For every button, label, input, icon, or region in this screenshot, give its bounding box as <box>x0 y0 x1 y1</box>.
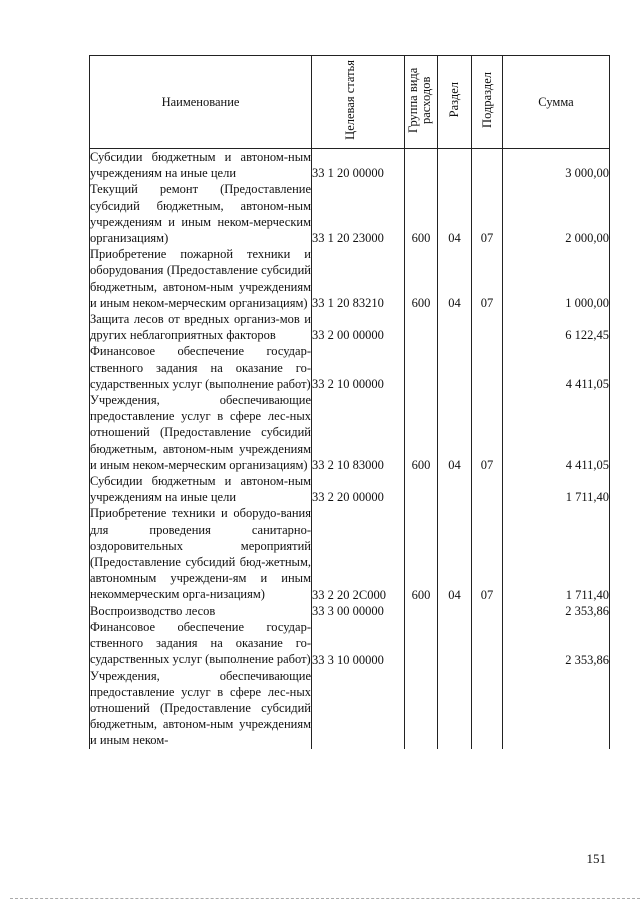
row-group: 600 <box>405 392 438 473</box>
header-name: Наименование <box>90 56 312 149</box>
row-code: 33 1 20 23000 <box>312 181 405 246</box>
table-body <box>90 149 610 749</box>
table-row <box>90 505 610 602</box>
row-group: 600 <box>405 505 438 602</box>
row-name: Субсидии бюджетным и автоном-ным учреждениям на иные цели <box>90 150 311 181</box>
row-sum: 4 411,05 <box>503 392 610 473</box>
row-subsection <box>472 343 503 392</box>
row-sum: 4 411,05 <box>503 343 610 392</box>
row-code: 33 3 10 00000 <box>312 619 405 668</box>
row-name: Финансовое обеспечение государ-ственного задания на оказание го-сударственных услуг (выполнение работ) <box>90 619 311 667</box>
table-row <box>90 603 610 619</box>
table-header <box>90 56 610 149</box>
table-row <box>90 473 610 505</box>
row-sum: 6 122,45 <box>503 311 610 343</box>
row-group: 600 <box>405 181 438 246</box>
row-section: 04 <box>438 392 472 473</box>
row-section <box>438 473 472 505</box>
row-sum: 1 711,40 <box>503 473 610 505</box>
row-code: 33 3 00 00000 <box>312 603 405 619</box>
row-sum: 2 353,86 <box>503 603 610 619</box>
row-group <box>405 343 438 392</box>
row-sum: 1 000,00 <box>503 246 610 311</box>
row-name: Воспроизводство лесов <box>90 603 312 619</box>
row-section: 04 <box>438 505 472 602</box>
page-number: 151 <box>586 851 606 866</box>
row-group <box>405 149 438 182</box>
row-group <box>405 473 438 505</box>
row-subsection <box>472 603 503 619</box>
row-group <box>405 603 438 619</box>
row-name: Учреждения, обеспечивающие предоставление услуг в сфере лес-ных отношений (Предоставление субсидий бюджетным, автоном-ным учреждениям и иным неком- <box>90 668 311 748</box>
row-section <box>438 619 472 668</box>
row-group <box>405 311 438 343</box>
row-sum <box>503 668 610 749</box>
table-row <box>90 668 610 749</box>
header-group: Группа вида расходов <box>405 56 438 149</box>
row-section <box>438 668 472 749</box>
table-row <box>90 149 610 182</box>
table-row <box>90 311 610 343</box>
bottom-divider <box>10 898 640 899</box>
row-code: 33 2 10 83000 <box>312 392 405 473</box>
row-name: Текущий ремонт (Предоставление субсидий бюджетным, автоном-ным учреждениям и иным неком-мерческим организациям) <box>90 182 311 246</box>
row-section <box>438 149 472 182</box>
row-section <box>438 343 472 392</box>
row-name: Финансовое обеспечение государ-ственного задания на оказание го-сударственных услуг (выполнение работ) <box>90 344 311 391</box>
table-row <box>90 343 610 392</box>
row-subsection <box>472 668 503 749</box>
row-subsection: 07 <box>472 181 503 246</box>
table-row <box>90 246 610 311</box>
row-sum: 2 353,86 <box>503 619 610 668</box>
row-code: 33 2 20 2С000 <box>312 505 405 602</box>
row-section <box>438 311 472 343</box>
row-subsection: 07 <box>472 246 503 311</box>
table-row <box>90 619 610 668</box>
header-subsection: Подраздел <box>472 56 503 149</box>
row-subsection: 07 <box>472 392 503 473</box>
table-row <box>90 392 610 473</box>
row-name: Приобретение пожарной техники и оборудования (Предоставление субсидий бюджетным, автоном-ным учреждениям и иным неком-мерческим организациям) <box>90 247 311 310</box>
row-group <box>405 619 438 668</box>
row-section <box>438 603 472 619</box>
row-name: Субсидии бюджетным и автоном-ным учреждениям на иные цели <box>90 474 311 505</box>
row-group: 600 <box>405 246 438 311</box>
row-code: 33 1 20 83210 <box>312 246 405 311</box>
header-sum: Сумма <box>503 56 610 149</box>
row-subsection <box>472 619 503 668</box>
row-code: 33 2 00 00000 <box>312 311 405 343</box>
budget-table <box>89 55 610 749</box>
row-name: Защита лесов от вредных организ-мов и других неблагоприятных факторов <box>90 312 311 343</box>
row-group <box>405 668 438 749</box>
row-subsection: 07 <box>472 505 503 602</box>
header-target: Целевая статья <box>312 56 405 149</box>
header-section: Раздел <box>438 56 472 149</box>
row-code <box>312 668 405 749</box>
row-section: 04 <box>438 246 472 311</box>
row-subsection <box>472 149 503 182</box>
row-code: 33 1 20 00000 <box>312 149 405 182</box>
row-name: Приобретение техники и оборудо-вания для проведения санитарно-оздоровительных мероприятий (Предоставление субсидий бюд-жетным, автономным учреждени-ям и иным некоммерческим орга-низациям) <box>90 506 311 602</box>
row-sum: 1 711,40 <box>503 505 610 602</box>
row-subsection <box>472 311 503 343</box>
row-code: 33 2 20 00000 <box>312 473 405 505</box>
row-subsection <box>472 473 503 505</box>
row-sum: 3 000,00 <box>503 149 610 182</box>
table-row <box>90 181 610 246</box>
row-name: Учреждения, обеспечивающие предоставление услуг в сфере лес-ных отношений (Предоставление субсидий бюджетным, автоном-ным учреждениям и иным неком-мерческим организациям) <box>90 393 311 472</box>
row-code: 33 2 10 00000 <box>312 343 405 392</box>
row-sum: 2 000,00 <box>503 181 610 246</box>
row-section: 04 <box>438 181 472 246</box>
